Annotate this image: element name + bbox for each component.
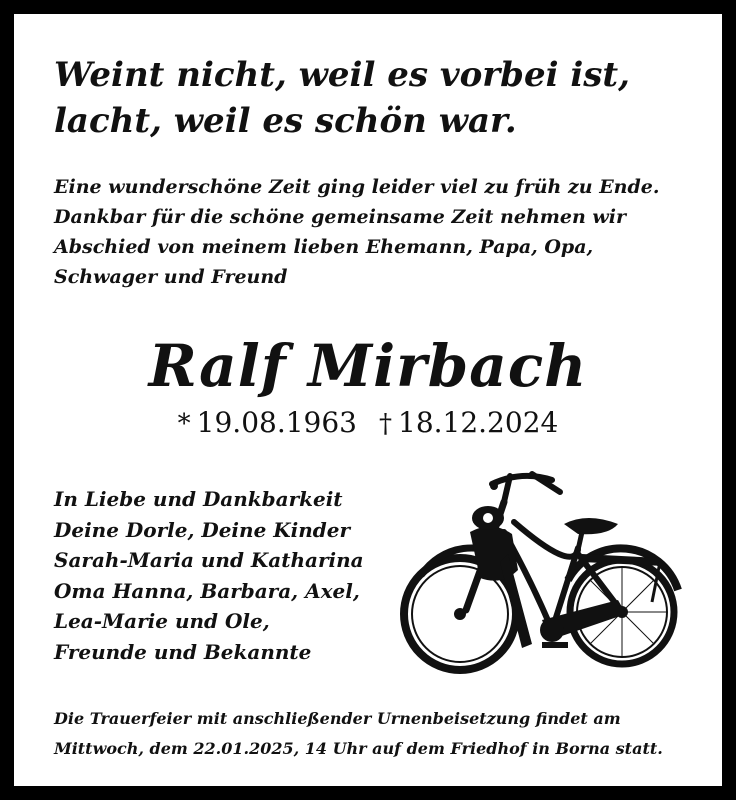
intro-line: Schwager und Freund: [54, 266, 288, 288]
mourners-line: In Liebe und Dankbarkeit: [54, 487, 343, 511]
mourners-list: [54, 484, 384, 667]
mourners-line: Sarah-Maria und Katharina: [54, 548, 364, 572]
intro-line: Abschied von meinem lieben Ehemann, Papa, Opa,: [54, 236, 594, 258]
mourners-line: Oma Hanna, Barbara, Axel,: [54, 578, 360, 603]
life-dates: [14, 406, 722, 439]
death-date: 18.12.2024: [398, 406, 559, 439]
mourners-line: Freunde und Bekannte: [54, 639, 312, 664]
mourners-line: Lea-Marie und Ole,: [54, 609, 270, 633]
intro-line: Dankbar für die schöne gemeinsame Zeit nehmen wir: [54, 206, 626, 228]
service-info: [54, 704, 694, 764]
birth-date: 19.08.1963: [196, 406, 357, 439]
moped-bicycle-icon: [382, 462, 682, 677]
motto: [54, 52, 694, 144]
intro-text: [54, 172, 694, 292]
service-line: Mittwoch, dem 22.01.2025, 14 Uhr auf dem Friedhof in Borna statt.: [54, 739, 663, 758]
death-symbol: †: [379, 409, 392, 439]
birth-symbol: *: [177, 409, 191, 439]
motto-line: lacht, weil es schön war.: [54, 101, 517, 141]
service-line: Die Trauerfeier mit anschließender Urnenbeisetzung findet am: [54, 709, 621, 728]
intro-line: Eine wunderschöne Zeit ging leider viel zu früh zu Ende.: [54, 176, 660, 198]
motto-line: Weint nicht, weil es vorbei ist,: [54, 55, 630, 95]
obituary-card: [14, 14, 722, 786]
mourners-line: Deine Dorle, Deine Kinder: [54, 517, 351, 542]
deceased-name: Ralf Mirbach: [148, 332, 588, 400]
